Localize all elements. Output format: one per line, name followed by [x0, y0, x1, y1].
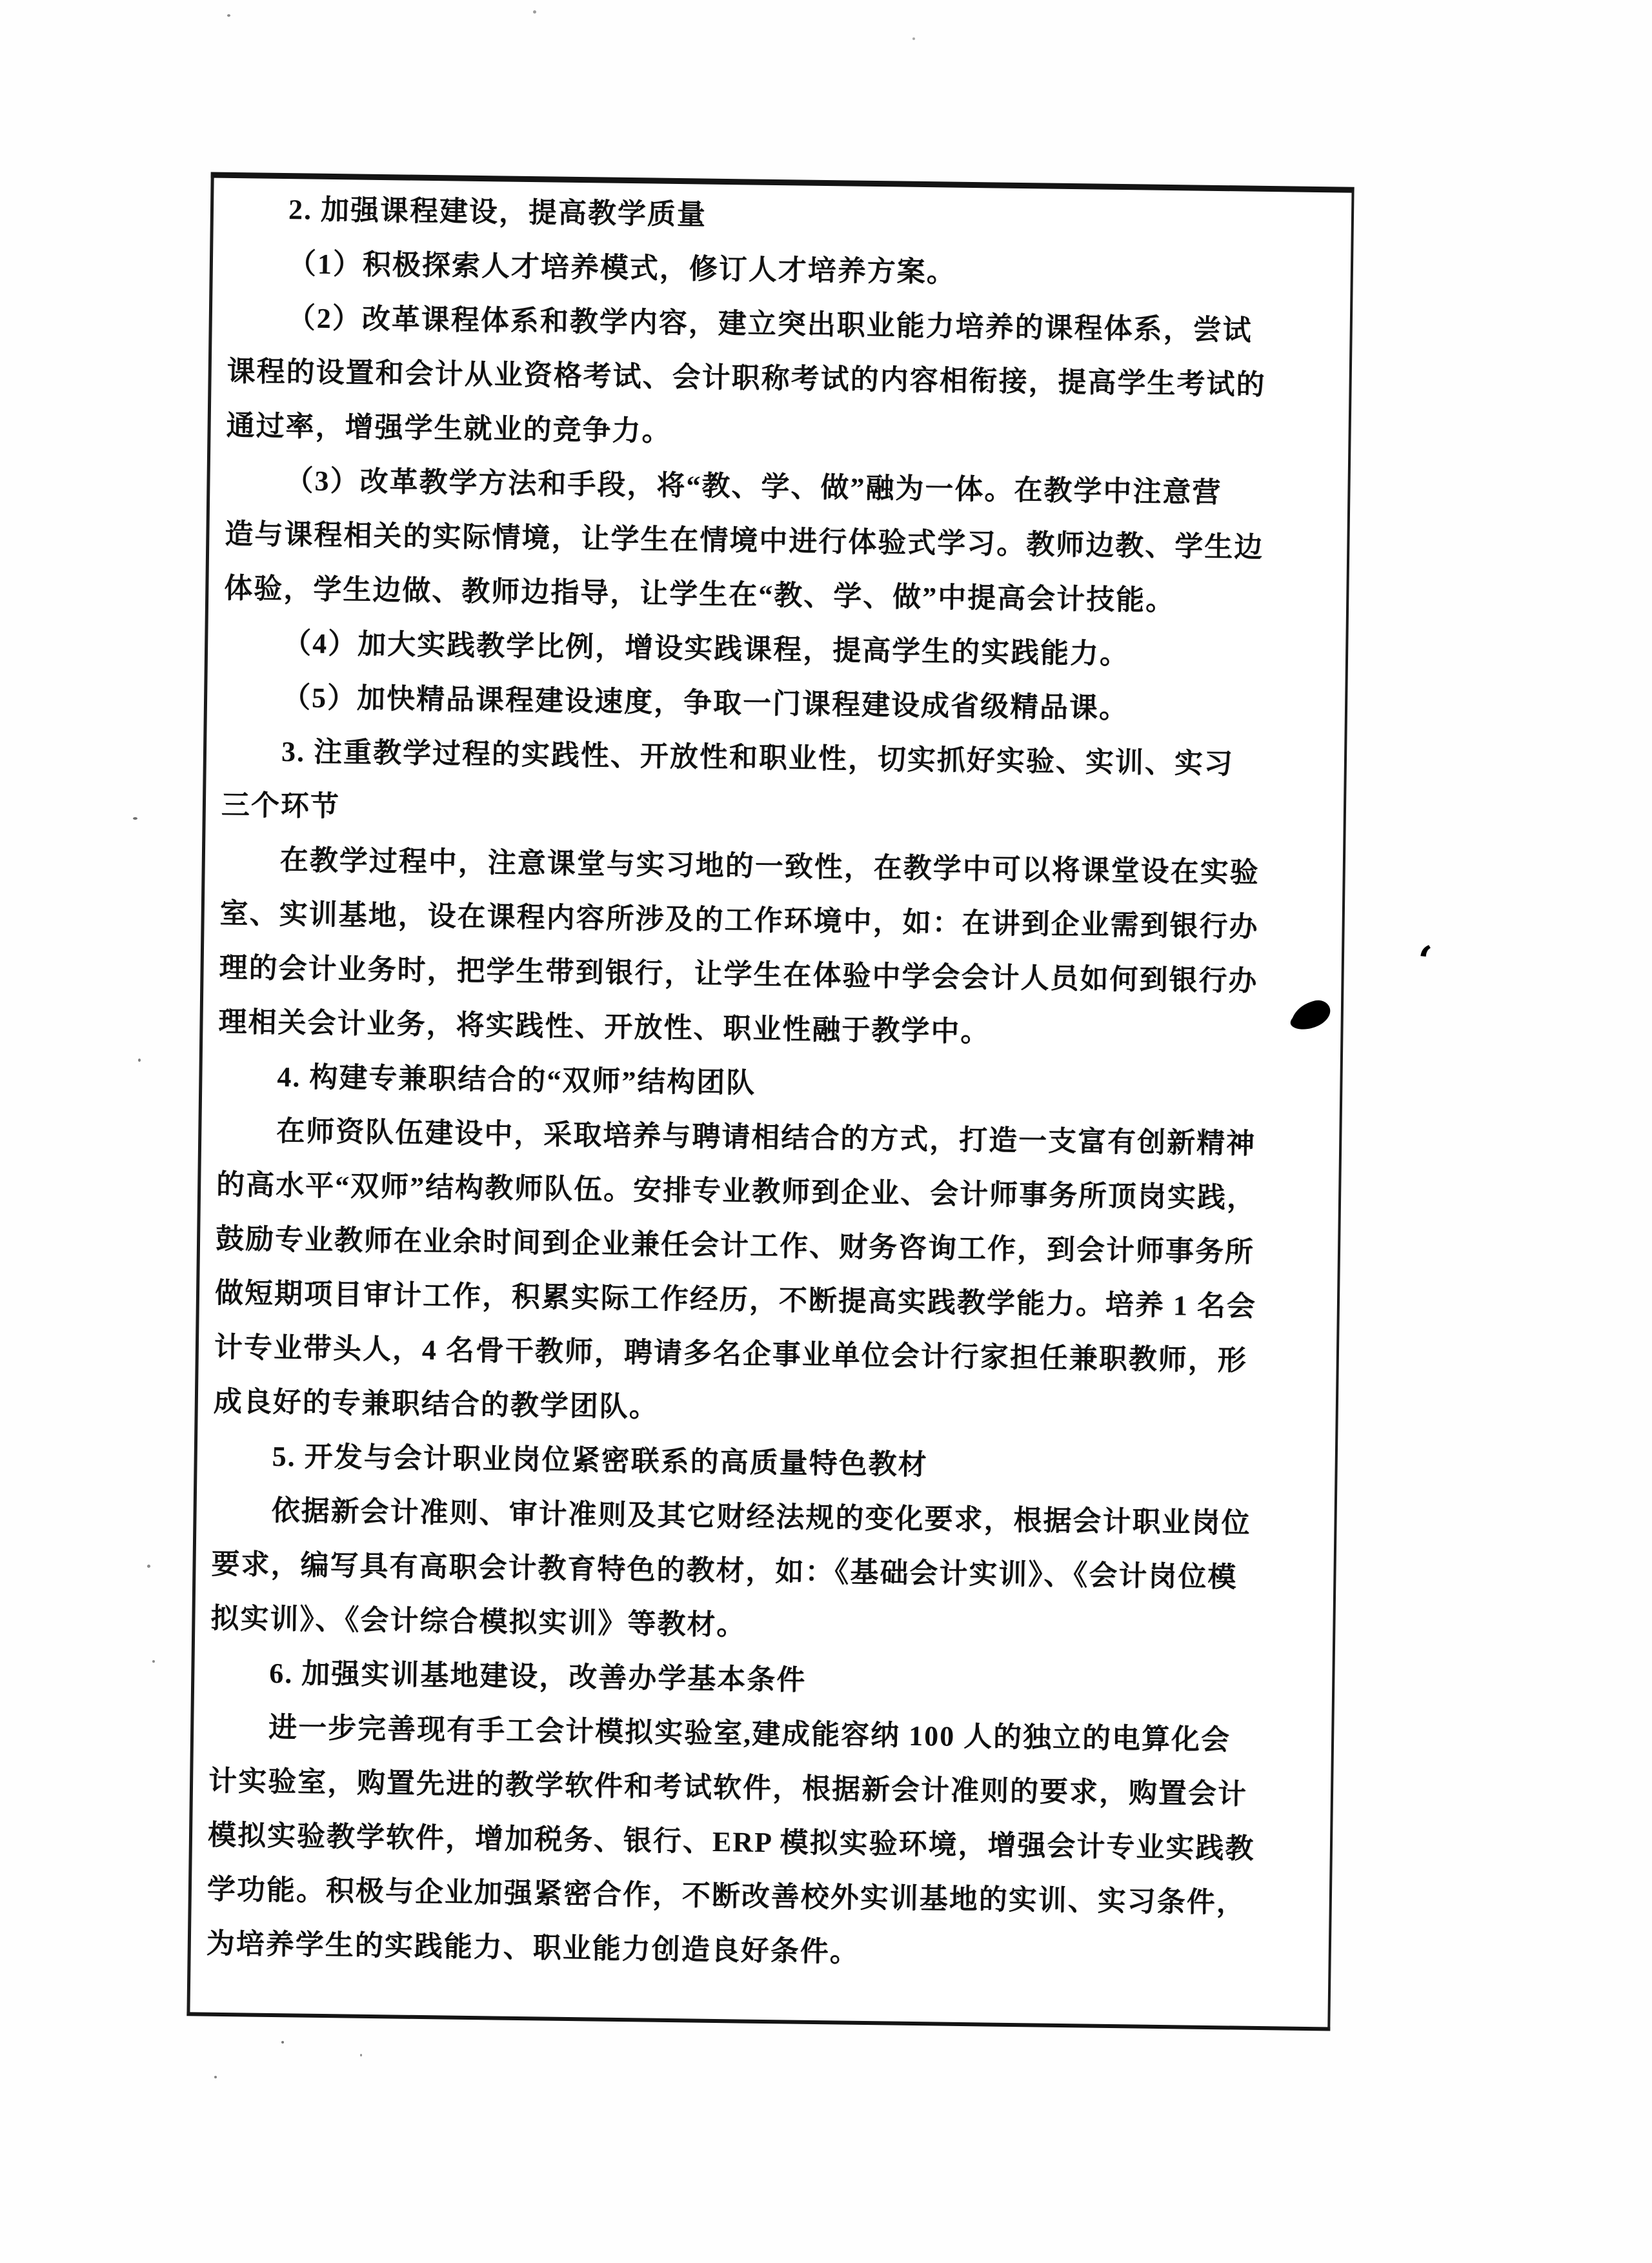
text-line: （5）加快精品课程建设速度，争取一门课程建设成省级精品课。 — [281, 682, 1129, 725]
text-line: 拟实训》、《会计综合模拟实训》等教材。 — [210, 1602, 747, 1641]
document-body-text — [190, 178, 1351, 2027]
text-line: （3）改革教学方法和手段，将“教、学、做”融为一体。在教学中注意营 — [285, 465, 1222, 509]
text-line: 计专业带头人，4 名骨干教师，聘请多名企事业单位会计行家担任兼职教师，形 — [214, 1331, 1248, 1377]
scan-speck — [147, 1565, 150, 1568]
text-line: 4. 构建专兼职结合的“双师”结构团队 — [277, 1060, 756, 1099]
text-line: 依据新会计准则、审计准则及其它财经法规的变化要求，根据会计职业岗位 — [271, 1494, 1251, 1539]
text-line: 6. 加强实训基地建设，改善办学基本条件 — [269, 1657, 807, 1696]
scan-speck — [360, 2054, 362, 2056]
scan-speck — [133, 817, 137, 820]
scan-speck — [138, 1059, 141, 1062]
text-line: 理相关会计业务，将实践性、开放性、职业性融于教学中。 — [218, 1006, 991, 1048]
text-line: 要求，编写具有高职会计教育特色的教材，如：《基础会计实训》、《会计岗位模 — [211, 1548, 1238, 1594]
document-table-cell-border — [186, 172, 1354, 2031]
text-line: （4）加大实践教学比例，增设实践课程，提高学生的实践能力。 — [282, 627, 1130, 671]
text-line: 室、实训基地，设在课程内容所涉及的工作环境中，如：在讲到企业需到银行办 — [219, 897, 1259, 943]
text-line: 计实验室，购置先进的教学软件和考试软件，根据新会计准则的要求，购置会计 — [208, 1765, 1248, 1811]
text-line: 进一步完善现有手工会计模拟实验室,建成能容纳 100 人的独立的电算化会 — [268, 1711, 1231, 1756]
scan-speck — [281, 2041, 284, 2044]
text-line: 三个环节 — [221, 789, 341, 823]
ink-blob-artifact — [1287, 997, 1333, 1033]
text-line: 理的会计业务时，把学生带到银行，让学生在体验中学会会计人员如何到银行办 — [219, 951, 1258, 997]
text-line: 在师资队伍建设中，采取培养与聘请相结合的方式，打造一支富有创新精神 — [276, 1115, 1256, 1160]
text-line: 3. 注重教学过程的实践性、开放性和职业性，切实抓好实验、实训、实习 — [281, 736, 1234, 780]
text-line: 造与课程相关的实际情境，让学生在情境中进行体验式学习。教师边教、学生边 — [225, 518, 1264, 563]
stray-mark-artifact: ‘ — [1415, 937, 1435, 986]
text-line: 5. 开发与会计职业岗位紧密联系的高质量特色教材 — [272, 1440, 928, 1481]
text-line: （2）改革课程体系和教学内容，建立突出职业能力培养的课程体系，尝试 — [287, 302, 1253, 347]
scan-speck — [152, 1660, 155, 1663]
text-line: 鼓励专业教师在业余时间到企业兼任会计工作、财务咨询工作，到会计师事务所 — [215, 1223, 1255, 1268]
text-line: 课程的设置和会计从业资格考试、会计职称考试的内容相衔接，提高学生考试的 — [227, 355, 1266, 401]
text-line: 在教学过程中，注意课堂与实习地的一致性，在教学中可以将课堂设在实验 — [279, 844, 1260, 889]
text-line: 模拟实验教学软件，增加税务、银行、ERP 模拟实验环境，增强会计专业实践教 — [207, 1819, 1255, 1865]
scan-speck — [214, 2076, 217, 2078]
text-line: 学功能。积极与企业加强紧密合作，不断改善校外实训基地的实训、实习条件， — [206, 1873, 1247, 1919]
text-line: 的高水平“双师”结构教师队伍。安排专业教师到企业、会计师事务所顶岗实践， — [216, 1168, 1257, 1214]
text-line: 体验，学生边做、教师边指导，让学生在“教、学、做”中提高会计技能。 — [224, 572, 1176, 617]
text-line: 2. 加强课程建设，提高教学质量 — [288, 194, 707, 231]
text-line: （1）积极探索人才培养模式，修订人才培养方案。 — [287, 248, 957, 289]
text-line: 通过率，增强学生就业的竞争力。 — [226, 409, 672, 447]
scan-speck — [533, 10, 536, 14]
text-line: 成良好的专兼职结合的教学团队。 — [213, 1385, 660, 1423]
text-line: 做短期项目审计工作，积累实际工作经历，不断提高实践教学能力。培养 1 名会 — [214, 1277, 1257, 1323]
text-line: 为培养学生的实践能力、职业能力创造良好条件。 — [206, 1927, 860, 1968]
scan-speck — [912, 37, 915, 40]
scan-speck — [227, 14, 230, 17]
